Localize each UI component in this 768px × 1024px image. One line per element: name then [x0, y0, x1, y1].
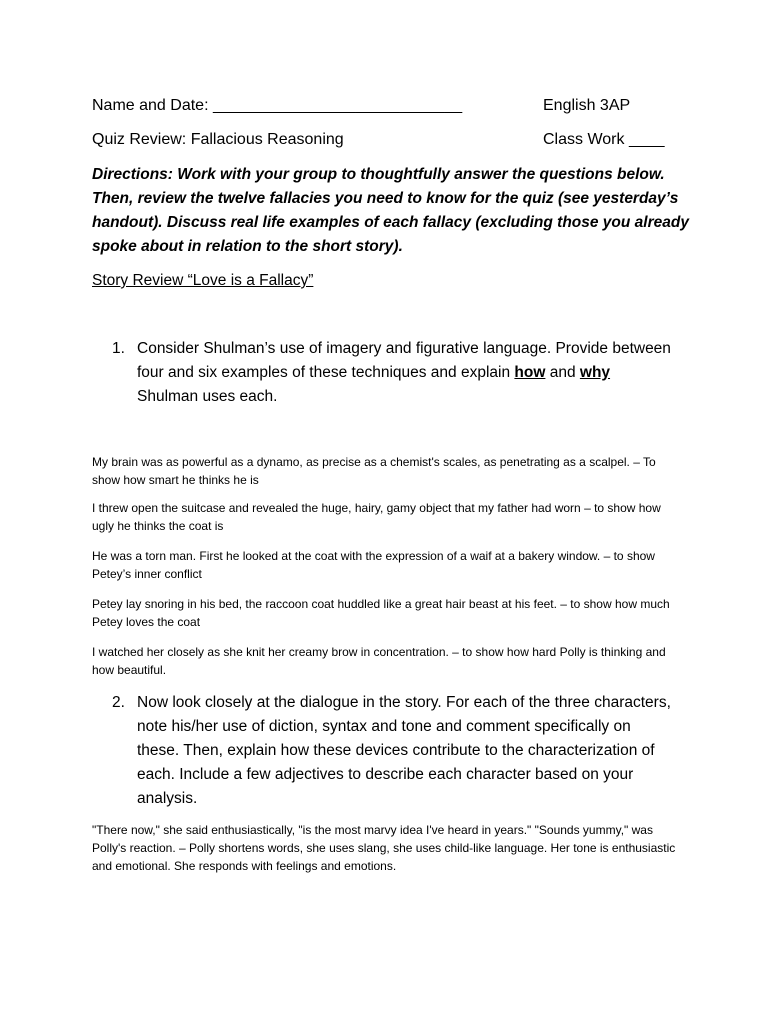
quiz-title: Quiz Review: Fallacious Reasoning — [92, 131, 344, 148]
section-title: Story Review “Love is a Fallacy” — [92, 272, 314, 289]
question-2 — [112, 691, 672, 811]
emphasis-how: how — [514, 364, 546, 381]
question-text-part: Shulman uses each. — [137, 388, 278, 405]
question-text — [137, 337, 672, 409]
question-1 — [112, 337, 672, 409]
emphasis-why: why — [579, 364, 611, 381]
course-label: English 3AP — [543, 97, 631, 114]
answer-item: Petey lay snoring in his bed, the raccoon coat huddled like a great hair beast at his feet. – to show how much Petey loves the coat — [92, 597, 670, 629]
answer-item: He was a torn man. First he looked at the coat with the expression of a waif at a bakery window. – to show Petey’s inner conflict — [92, 549, 655, 581]
answer-item: I threw open the suitcase and revealed the huge, hairy, gamy object that my father had worn – to show how ugly he thinks the coat is — [92, 501, 661, 533]
answer-item: I watched her closely as she knit her creamy brow in concentration. – to show how hard Polly is thinking and how beautiful. — [92, 645, 666, 677]
question-text: Now look closely at the dialogue in the story. For each of the three characters, note his/her use of diction, syntax and tone and comment specifically on these. Then, explain how these devices contribute to the characterization of each. Include a few adjectives to describe each character based on your analysis. — [137, 694, 671, 807]
question-number: 1. — [112, 340, 125, 357]
question-number: 2. — [112, 694, 125, 711]
class-work-field: Class Work ____ — [543, 131, 665, 148]
directions-paragraph: Directions: Work with your group to thoughtfully answer the questions below. Then, review the twelve fallacies you need to know for the quiz (see yesterday’s handout). Discuss real life examples of each fallacy (excluding those you already spoke about in relation to the short story). — [92, 166, 689, 255]
answer-item: My brain was as powerful as a dynamo, as precise as a chemist's scales, as penetrating as a scalpel. – To show how smart he thinks he is — [92, 455, 656, 487]
question-text-part: and — [545, 364, 580, 381]
answer-item: "There now," she said enthusiastically, "is the most marvy idea I've heard in years." "Sounds yummy," was Polly's reaction. – Polly shortens words, she uses slang, she uses child-like language. Her tone is enthusiastic and emotional. She responds with feelings and emotions. — [92, 823, 676, 873]
question-text-part: Consider Shulman’s use of imagery and figurative language. Provide between four and six examples of these techniques and explain — [137, 340, 671, 381]
name-date-field: Name and Date: ____________________________ — [92, 97, 463, 114]
header-row-2 — [92, 130, 678, 150]
header-row-1 — [92, 96, 678, 116]
